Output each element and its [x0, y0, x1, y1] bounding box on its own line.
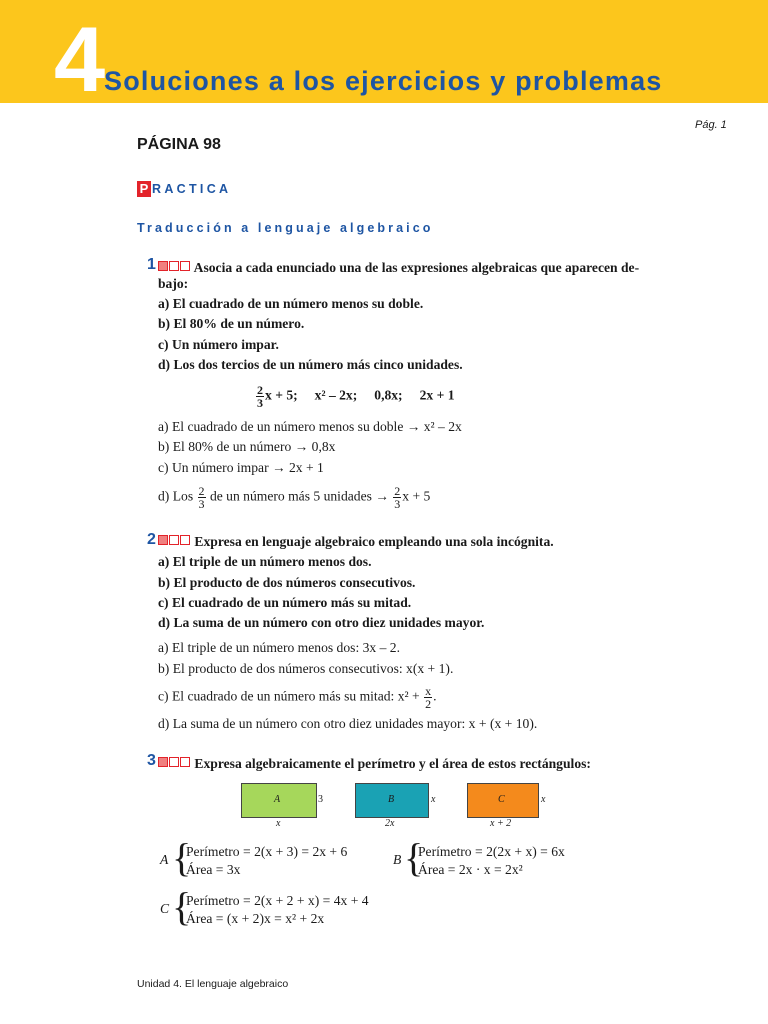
solution-c-label: C [160, 901, 170, 916]
rectangle-b-side: x [431, 794, 436, 805]
solution-a-label: A [160, 852, 169, 867]
difficulty-square-icon [169, 535, 179, 545]
rectangle-a-bottom: x [276, 818, 281, 829]
exercise-1-item-d: d) Los dos tercios de un número más cinco unidades. [158, 357, 463, 372]
difficulty-square-icon [158, 261, 168, 271]
exercise-2-item-a: a) El triple de un número menos dos. [158, 554, 372, 569]
exercise-1-expressions: $\frac{2}{3}$ x + 5; x² – 2x; 0,8x; 2x + 1 [257, 383, 455, 410]
exercise-2-item-c: c) El cuadrado de un número más su mitad. [158, 595, 412, 610]
exercise-1-item-c: c) Un número impar. [158, 337, 279, 352]
exercise-3-statement: Expresa algebraicamente el perímetro y el área de estos rectángulos: [158, 755, 591, 773]
difficulty-square-icon [180, 535, 190, 545]
practica-heading [137, 181, 231, 197]
section-title: Traducción a lenguaje algebraico [137, 221, 434, 235]
chapter-header [0, 0, 768, 111]
exercise-2-answer-a: a) El triple de un número menos dos: 3x – 2. [158, 640, 400, 655]
page-footer: Unidad 4. El lenguaje algebraico [137, 978, 289, 990]
exercise-2-answer-b: b) El producto de dos números consecutivos: x(x + 1). [158, 661, 454, 676]
rectangle-c-bottom: x + 2 [490, 818, 512, 829]
difficulty-square-icon [169, 261, 179, 271]
exercise-2-answer-d: d) La suma de un número con otro diez unidades mayor: x + (x + 10). [158, 716, 538, 731]
exercise-1-statement-cont: bajo: [158, 276, 189, 291]
brace-icon: { [172, 835, 192, 880]
rectangle-b-label: B [388, 794, 395, 805]
rectangle-a-side: 3 [318, 794, 323, 805]
rectangle-c-side: x [541, 794, 546, 805]
exercise-1-answer-a: a) El cuadrado de un número menos su doble → x² – 2x [158, 419, 462, 434]
exercise-1-statement: Asocia a cada enunciado una de las expresiones algebraicas que aparecen de- [158, 259, 639, 277]
fraction: $\frac{x}{2}$ [425, 684, 432, 711]
difficulty-square-icon [180, 757, 190, 767]
difficulty-square-icon [180, 261, 190, 271]
exercise-1-answer-d: d) Los $\frac{2}{3}$ de un número más 5 unidades → $\frac{2}{3}$ x + 5 [158, 484, 431, 511]
chapter-number: 4 [54, 9, 106, 111]
rectangle-a-label: A [274, 794, 281, 805]
solution-c-perimeter: Perímetro = 2(x + 2 + x) = 4x + 4 [186, 893, 369, 908]
fraction: $\frac{2}{3}$ [257, 383, 263, 410]
solution-b-perimeter: Perímetro = 2(2x + x) = 6x [418, 844, 565, 859]
solution-b-area: Área = 2x · x = 2x² [418, 862, 523, 877]
fraction: $\frac{2}{3}$ [198, 484, 205, 511]
rectangle-c-label: C [498, 794, 505, 805]
exercise-2-statement: Expresa en lenguaje algebraico empleando una sola incógnita. [158, 533, 554, 551]
exercise-2-number: 2 [147, 531, 156, 548]
solution-c-area: Área = (x + 2)x = x² + 2x [186, 911, 325, 926]
exercise-1-number: 1 [147, 256, 156, 273]
difficulty-square-icon [169, 757, 179, 767]
exercise-3-number: 3 [147, 752, 156, 769]
solution-b-label: B [393, 852, 402, 867]
practica-rest: RACTICA [152, 182, 232, 196]
fraction: $\frac{2}{3}$ [394, 484, 401, 511]
exercise-1-answer-b: b) El 80% de un número → 0,8x [158, 439, 336, 454]
rectangle-b-bottom: 2x [385, 818, 395, 829]
exercise-1-item-b: b) El 80% de un número. [158, 316, 305, 331]
exercise-2-item-b: b) El producto de dos números consecutivos. [158, 575, 416, 590]
page-title: PÁGINA 98 [137, 136, 221, 153]
brace-icon: { [172, 884, 192, 929]
difficulty-square-icon [158, 535, 168, 545]
chapter-title: Soluciones a los ejercicios y problemas [104, 66, 663, 96]
exercise-2-answer-c: c) El cuadrado de un número más su mitad: x² + $\frac{x}{2}$ . [158, 684, 437, 711]
solution-a-perimeter: Perímetro = 2(x + 3) = 2x + 6 [186, 844, 348, 859]
exercise-2-item-d: d) La suma de un número con otro diez unidades mayor. [158, 615, 485, 630]
exercise-1-item-a: a) El cuadrado de un número menos su doble. [158, 296, 424, 311]
page-number: Pág. 1 [695, 119, 727, 131]
practica-initial: P [137, 181, 151, 197]
difficulty-square-icon [158, 757, 168, 767]
brace-icon: { [404, 835, 424, 880]
exercise-1-answer-c: c) Un número impar → 2x + 1 [158, 460, 324, 475]
solution-a-area: Área = 3x [186, 862, 241, 877]
